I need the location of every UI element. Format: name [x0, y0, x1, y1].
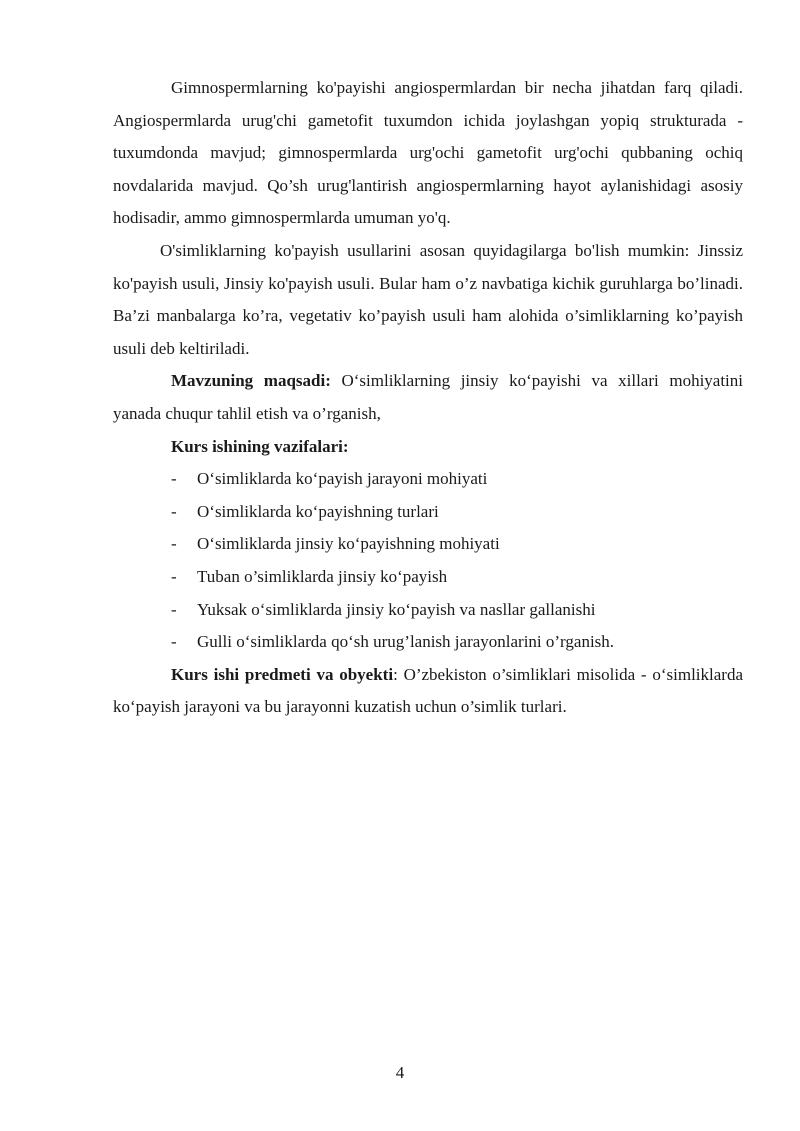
subject-label: Kurs ishi predmeti va obyekti [171, 664, 394, 684]
list-item [113, 463, 743, 496]
subject-text: : O’zbekiston o’simliklari misolida - o‘simliklarda ko‘payish jarayoni va bu jarayonni kuzatish uchun o’simlik turlari. [113, 664, 743, 717]
list-item-text: O‘simliklarda ko‘payishning turlari [197, 501, 439, 521]
list-item-text: O‘simliklarda ko‘payish jarayoni mohiyati [197, 469, 488, 489]
list-dash: - [171, 534, 177, 554]
list-item [113, 626, 743, 659]
paragraph-gymnosperm-reproduction: Gimnospermlarning ko'payishi angiospermlardan bir necha jihatdan farq qiladi. Angiospermlarda urug'chi gametofit tuxumdon ichida joylashgan yopiq strukturada - tuxumdonda mavjud; gimnospermlarda urg'ochi gametofit urg'ochi qubbaning ochiq novdalarida mavjud. Qo’sh urug'lantirish angiospermlarning hayot aylanishidagi asosiy hodisadir, ammo gimnospermlarda umuman yo'q. [113, 78, 743, 228]
page-number: 4 [395, 1063, 405, 1082]
list-dash: - [171, 566, 177, 586]
list-dash: - [171, 469, 177, 489]
paragraph-reproduction-methods: O'simliklarning ko'payish usullarini asosan quyidagilarga bo'lish mumkin: Jinssiz ko'payish usuli, Jinsiy ko'payish usuli. Bular ham o’z navbatiga kichik guruhlarga bo’linadi. Ba’zi manbalarga ko’ra, vegetativ ko’payish usuli ham alohida o’simliklarning ko’payish usuli deb keltiriladi. [113, 240, 743, 358]
list-item-text: O‘simliklarda jinsiy ko‘payishning mohiyati [197, 534, 500, 554]
list-item-text: Gulli o‘simliklarda qo‘sh urug’lanish jarayonlarini o’rganish. [197, 632, 615, 652]
list-dash: - [171, 632, 177, 652]
list-item [113, 561, 743, 594]
list-item [113, 594, 743, 627]
list-item-text: Tuban o’simliklarda jinsiy ko‘payish [197, 566, 448, 586]
page-body [113, 72, 743, 724]
paragraph-goal [113, 365, 743, 430]
tasks-list [113, 463, 743, 659]
goal-label: Mavzuning maqsadi: [171, 371, 331, 391]
paragraph-subject-object [113, 659, 743, 724]
list-item [113, 496, 743, 529]
list-item-text: Yuksak o‘simliklarda jinsiy ko‘payish va nasllar gallanishi [197, 599, 596, 619]
list-dash: - [171, 599, 177, 619]
goal-text: O‘simliklarning jinsiy ko‘payishi va xillari mohiyatini yanada chuqur tahlil etish va o’rganish, [113, 371, 744, 423]
list-dash: - [171, 501, 177, 521]
tasks-heading: Kurs ishining vazifalari: [171, 436, 349, 456]
list-item [113, 528, 743, 561]
